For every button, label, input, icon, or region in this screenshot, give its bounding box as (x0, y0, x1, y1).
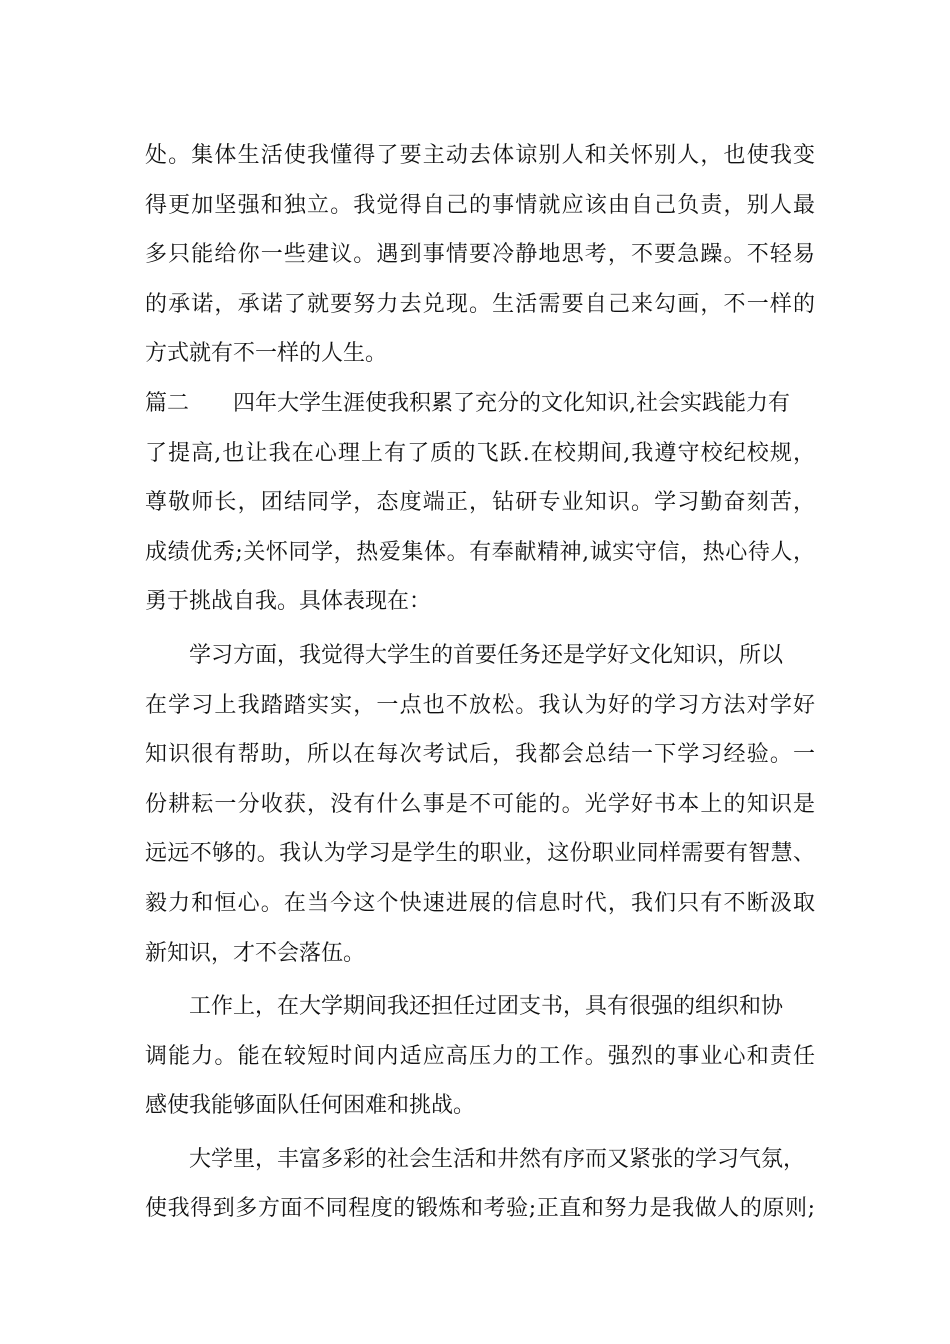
text-line: 得更加坚强和独立。我觉得自己的事情就应该由自己负责，别人最 (145, 192, 815, 218)
document-body (145, 131, 815, 1234)
text-line: 了提高,也让我在心理上有了质的飞跃.在校期间,我遵守校纪校规， (145, 440, 815, 466)
text-line: 知识很有帮助，所以在每次考试后，我都会总结一下学习经验。一 (145, 742, 815, 768)
text-line: 新知识，才不会落伍。 (145, 940, 366, 966)
paragraph-work (145, 982, 815, 1131)
text-line: 调能力。能在较短时间内适应高压力的工作。强烈的事业心和责任 (145, 1043, 815, 1069)
paragraph-section-two (145, 379, 815, 627)
text-line: 份耕耘一分收获，没有什么事是不可能的。光学好书本上的知识是 (145, 791, 815, 817)
text-line: 远远不够的。我认为学习是学生的职业，这份职业同样需要有智慧、 (145, 841, 815, 867)
text-line: 方式就有不一样的人生。 (145, 341, 388, 367)
text-line: 工作上，在大学期间我还担任过团支书，具有很强的组织和协 (189, 994, 784, 1020)
text-line: 使我得到多方面不同程度的锻炼和考验;正直和努力是我做人的原则; (145, 1196, 815, 1222)
text-line: 在学习上我踏踏实实，一点也不放松。我认为好的学习方法对学好 (145, 692, 815, 718)
text-line: 成绩优秀;关怀同学，热爱集体。有奉献精神,诚实守信，热心待人， (145, 539, 815, 565)
text-line: 学习方面，我觉得大学生的首要任务还是学好文化知识，所以 (189, 642, 784, 668)
text-line: 勇于挑战自我。具体表现在： (145, 589, 432, 615)
text-line: 感使我能够面队任何困难和挑战。 (145, 1093, 476, 1119)
paragraph-study (145, 631, 815, 978)
text-line (145, 379, 815, 429)
section-first-line: 四年大学生涯使我积累了充分的文化知识,社会实践能力有 (233, 390, 790, 416)
text-line: 处。集体生活使我懂得了要主动去体谅别人和关怀别人，也使我变 (145, 143, 815, 168)
paragraph-continuation (145, 131, 815, 379)
text-line: 毅力和恒心。在当今这个快速进展的信息时代，我们只有不断汲取 (145, 890, 815, 916)
text-line: 的承诺，承诺了就要努力去兑现。生活需要自己来勾画，不一样的 (145, 291, 815, 317)
paragraph-university (145, 1135, 815, 1234)
text-line: 尊敬师长，团结同学，态度端正，钻研专业知识。学习勤奋刻苦， (145, 490, 815, 516)
text-line: 多只能给你一些建议。遇到事情要冷静地思考，不要急躁。不轻易 (145, 242, 815, 268)
text-line: 大学里，丰富多彩的社会生活和井然有序而又紧张的学习气氛， (189, 1146, 806, 1172)
section-label: 篇二 (145, 390, 190, 416)
